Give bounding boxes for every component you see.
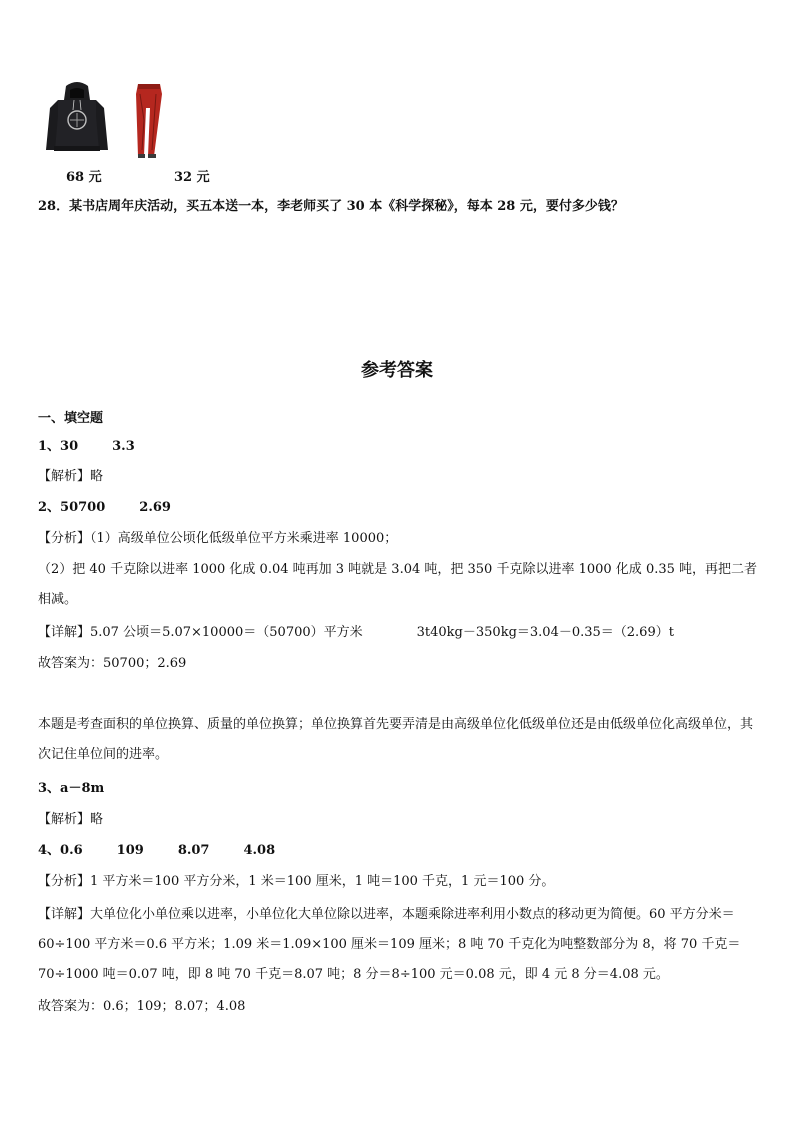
trousers-item — [130, 80, 210, 185]
answer-2-detail-mass: 3t40kg－350kg＝3.04－0.35＝（2.69）t — [416, 625, 674, 640]
hoodie-image — [44, 80, 110, 160]
answer-4-value-4: 4.08 — [243, 843, 276, 858]
hoodie-item — [44, 80, 110, 185]
answer-3: 3、a－8m — [38, 781, 105, 796]
answer-1 — [38, 438, 135, 456]
answer-4-final: 故答案为：0.6；109；8.07；4.08 — [38, 999, 246, 1014]
answers-title: 参考答案 — [361, 360, 433, 381]
answer-1-analysis: 【解析】略 — [38, 469, 104, 484]
answer-2-fenxi-2: （2）把 40 千克除以进率 1000 化成 0.04 吨再加 3 吨就是 3.04 吨，把 350 千克除以进率 1000 化成 0.35 吨，再把二者相减。 — [38, 562, 758, 607]
answer-4-value-3: 8.07 — [177, 843, 210, 858]
answer-4-detail: 【详解】大单位化小单位乘以进率，小单位化大单位除以进率，本题乘除进率利用小数点的移动更为简便。60 平方分米＝60÷100 平方米＝0.6 平方米；1.09 米＝1.09×100 厘米＝109 厘米；8 吨 70 千克化为吨整数部分为 8，将 70 千克＝70÷1000 吨＝0.07 吨，即 8 吨 70 千克＝8.07 吨；8 分＝8÷100 元＝0.08 元，即 4 元 8 分＝4.08 元。 — [38, 907, 741, 982]
trousers-image — [130, 80, 170, 160]
answer-2 — [38, 499, 171, 517]
trousers-price: 32 元 — [174, 170, 210, 185]
answer-1-value-1: 1、30 — [38, 439, 79, 454]
answer-2-value-1: 2、50700 — [38, 500, 106, 515]
answer-4-value-2: 109 — [116, 843, 144, 858]
answer-3-analysis: 【解析】略 — [38, 812, 104, 827]
section-heading: 一、填空题 — [38, 411, 104, 426]
answer-2-detail — [38, 624, 674, 642]
answer-2-detail-area: 【详解】5.07 公顷＝5.07×10000＝（50700）平方米 — [38, 625, 363, 640]
answer-4 — [38, 842, 275, 860]
question-28: 28．某书店周年庆活动，买五本送一本，李老师买了 30 本《科学探秘》，每本 28 元，要付多少钱？ — [38, 199, 624, 214]
answer-2-final: 故答案为：50700；2.69 — [38, 656, 187, 671]
answer-2-fenxi-1: 【分析】（1）高级单位公顷化低级单位平方米乘进率 10000； — [38, 531, 398, 546]
answer-1-value-2: 3.3 — [112, 439, 135, 454]
answer-4-value-1: 4、0.6 — [38, 843, 83, 858]
hoodie-price: 68 元 — [66, 170, 102, 185]
answer-4-fenxi: 【分析】1 平方米＝100 平方分米，1 米＝100 厘米，1 吨＝100 千克，1 元＝100 分。 — [38, 874, 555, 889]
answer-2-note: 本题是考查面积的单位换算、质量的单位换算；单位换算首先要弄清是由高级单位化低级单位还是由低级单位化高级单位，其次记住单位间的进率。 — [38, 717, 754, 762]
answer-2-value-2: 2.69 — [139, 500, 171, 515]
